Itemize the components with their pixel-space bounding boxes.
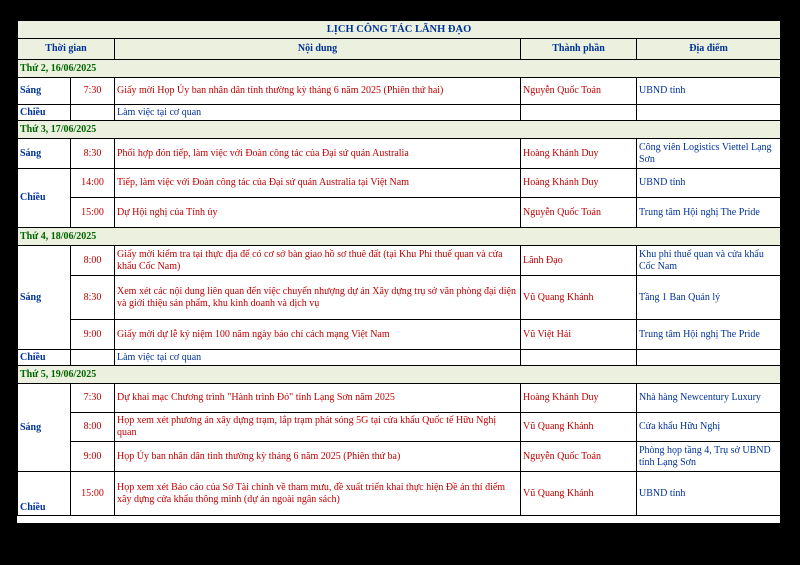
- session-label: Chiều: [18, 350, 71, 366]
- entry-place: Khu phi thuế quan và cửa khẩu Cốc Nam: [637, 246, 781, 276]
- entry-place: UBND tỉnh: [637, 169, 781, 198]
- entry-place: Trung tâm Hội nghị The Pride: [637, 198, 781, 228]
- day-row: [18, 60, 781, 78]
- entry-content: Họp xem xét phương án xây dựng trạm, lắp trạm phát sóng 5G tại cửa khẩu Quốc tế Hữu Nghị quan: [115, 413, 521, 442]
- table-row: [18, 442, 781, 472]
- entry-time: [71, 350, 115, 366]
- table-row: [18, 78, 781, 105]
- entry-person: Lãnh Đạo: [521, 246, 637, 276]
- entry-time: 15:00: [71, 198, 115, 228]
- entry-time: 8:30: [71, 139, 115, 169]
- entry-content: Giấy mời dự lễ kỷ niệm 100 năm ngày báo chí cách mạng Việt Nam: [115, 320, 521, 350]
- entry-place: UBND tỉnh: [637, 78, 781, 105]
- entry-person: Vũ Quang Khánh: [521, 413, 637, 442]
- session-label: Chiều: [18, 169, 71, 228]
- header-person: Thành phần: [521, 39, 637, 60]
- entry-person: Vũ Quang Khánh: [521, 472, 637, 516]
- entry-content: Giấy mời kiểm tra tại thực địa để có cơ sở bàn giao hồ sơ thuê đất (tại Khu Phi thuế quan và cửa khẩu Cốc Nam): [115, 246, 521, 276]
- session-label: Chiều: [18, 105, 71, 121]
- entry-content: Làm việc tại cơ quan: [115, 350, 521, 366]
- entry-person: Hoàng Khánh Duy: [521, 384, 637, 413]
- entry-person: [521, 350, 637, 366]
- entry-content: Phối hợp đón tiếp, làm việc với Đoàn công tác của Đại sứ quán Australia: [115, 139, 521, 169]
- schedule-table: [17, 20, 780, 516]
- table-row: [18, 169, 781, 198]
- entry-content: Tiếp, làm việc với Đoàn công tác của Đại sứ quán Australia tại Việt Nam: [115, 169, 521, 198]
- entry-content: Dự Hội nghị của Tỉnh ủy: [115, 198, 521, 228]
- entry-place: Công viên Logistics Viettel Lạng Sơn: [637, 139, 781, 169]
- session-label: Sáng: [18, 78, 71, 105]
- session-label: Sáng: [18, 246, 71, 350]
- entry-time: 9:00: [71, 442, 115, 472]
- entry-person: Vũ Việt Hải: [521, 320, 637, 350]
- table-row: [18, 139, 781, 169]
- table-row: [18, 246, 781, 276]
- day-label: Thứ 4, 18/06/2025: [18, 228, 781, 246]
- entry-time: 8:30: [71, 276, 115, 320]
- entry-person: Hoàng Khánh Duy: [521, 139, 637, 169]
- entry-place: [637, 350, 781, 366]
- entry-content: Dự khai mạc Chương trình "Hành trình Đỏ" tỉnh Lạng Sơn năm 2025: [115, 384, 521, 413]
- entry-content: Xem xét các nội dung liên quan đến việc chuyển nhượng dự án Xây dựng trụ sở văn phòng đại diện và giới thiệu sản phẩm, khu kinh doanh và dịch vụ: [115, 276, 521, 320]
- entry-time: 14:00: [71, 169, 115, 198]
- table-row: [18, 320, 781, 350]
- table-row: [18, 384, 781, 413]
- entry-time: 7:30: [71, 384, 115, 413]
- table-row: [18, 105, 781, 121]
- header-content: Nội dung: [115, 39, 521, 60]
- day-label: Thứ 3, 17/06/2025: [18, 121, 781, 139]
- header-row: [18, 39, 781, 60]
- session-label: Sáng: [18, 139, 71, 169]
- session-label: Chiều: [18, 472, 71, 516]
- entry-time: 8:00: [71, 413, 115, 442]
- entry-person: Nguyễn Quốc Toản: [521, 442, 637, 472]
- entry-time: 8:00: [71, 246, 115, 276]
- session-label: Sáng: [18, 384, 71, 472]
- entry-person: Vũ Quang Khánh: [521, 276, 637, 320]
- schedule-sheet: [17, 20, 780, 523]
- entry-time: 7:30: [71, 78, 115, 105]
- entry-person: Nguyễn Quốc Toản: [521, 78, 637, 105]
- entry-place: Trung tâm Hội nghị The Pride: [637, 320, 781, 350]
- schedule-title: LỊCH CÔNG TÁC LÃNH ĐẠO: [18, 21, 781, 39]
- entry-content: Làm việc tại cơ quan: [115, 105, 521, 121]
- entry-place: Cửa khẩu Hữu Nghị: [637, 413, 781, 442]
- day-row: [18, 366, 781, 384]
- entry-place: Tầng 1 Ban Quản lý: [637, 276, 781, 320]
- header-time: Thời gian: [18, 39, 115, 60]
- day-row: [18, 228, 781, 246]
- table-row: [18, 276, 781, 320]
- entry-content: Họp Ủy ban nhân dân tỉnh thường kỳ tháng 6 năm 2025 (Phiên thứ ba): [115, 442, 521, 472]
- entry-place: Nhà hàng Newcentury Luxury: [637, 384, 781, 413]
- table-row: [18, 198, 781, 228]
- entry-person: [521, 105, 637, 121]
- entry-content: Họp xem xét Báo cáo của Sở Tài chính về tham mưu, đề xuất triển khai thực hiện Đề án thí điểm xây dựng cửa khẩu thông minh (dự án ngoài ngân sách): [115, 472, 521, 516]
- entry-place: [637, 105, 781, 121]
- entry-time: 9:00: [71, 320, 115, 350]
- entry-place: Phòng họp tầng 4, Trụ sở UBND tỉnh Lạng Sơn: [637, 442, 781, 472]
- day-label: Thứ 5, 19/06/2025: [18, 366, 781, 384]
- entry-time: 15:00: [71, 472, 115, 516]
- entry-person: Hoàng Khánh Duy: [521, 169, 637, 198]
- entry-place: UBND tỉnh: [637, 472, 781, 516]
- table-row: [18, 413, 781, 442]
- day-row: [18, 121, 781, 139]
- table-row: [18, 472, 781, 516]
- day-label: Thứ 2, 16/06/2025: [18, 60, 781, 78]
- entry-content: Giấy mời Họp Ủy ban nhân dân tỉnh thường kỳ tháng 6 năm 2025 (Phiên thứ hai): [115, 78, 521, 105]
- entry-time: [71, 105, 115, 121]
- table-row: [18, 350, 781, 366]
- entry-person: Nguyễn Quốc Toản: [521, 198, 637, 228]
- header-place: Địa điểm: [637, 39, 781, 60]
